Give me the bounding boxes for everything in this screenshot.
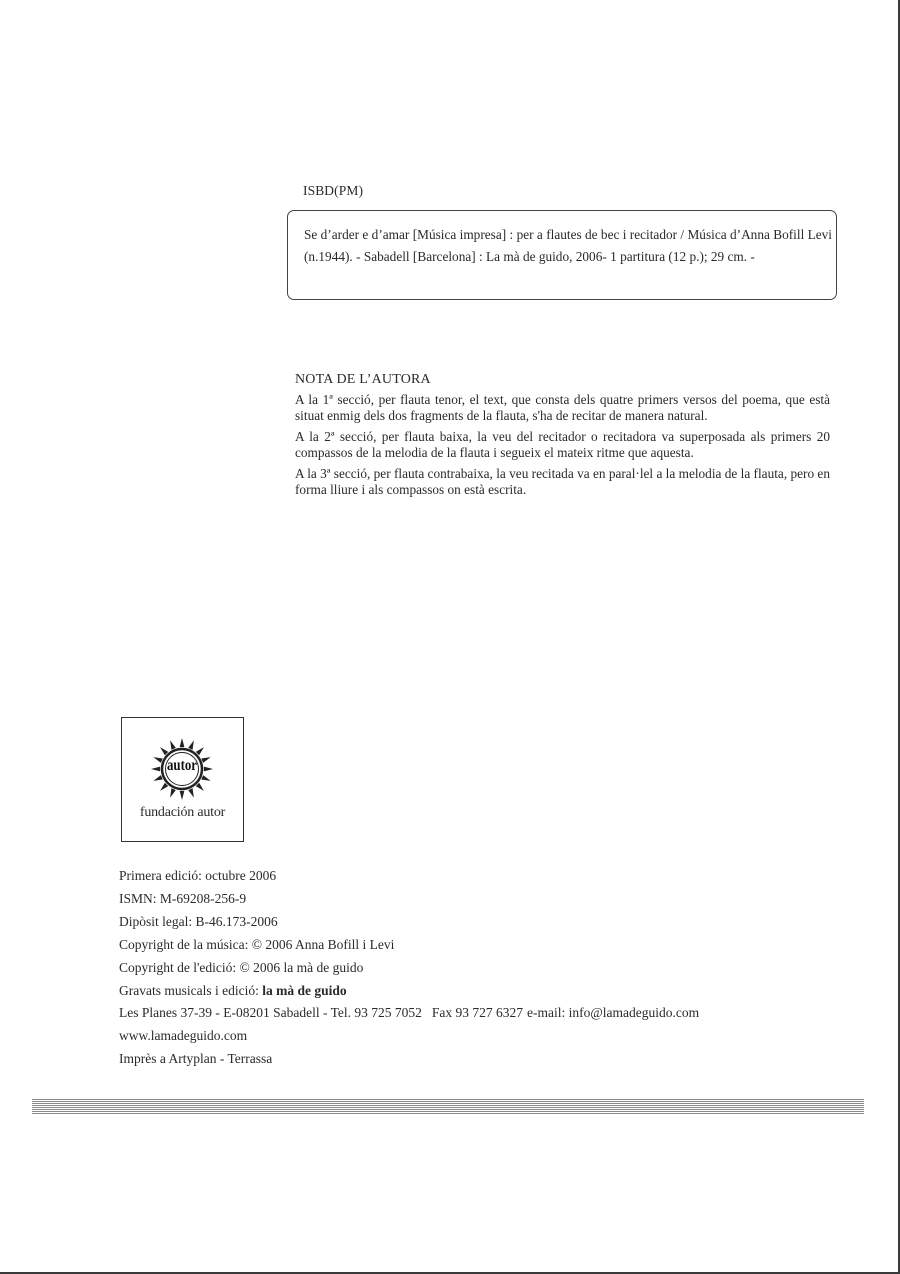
edition-line: Primera edició: octubre 2006: [119, 868, 277, 883]
engraving-line: [119, 980, 879, 1003]
edition-copyright-line: Copyright de l'edició: © 2006 la mà de guido: [119, 959, 364, 975]
printer-line: Imprès a Artyplan - Terrassa: [119, 1051, 273, 1067]
author-note-title: NOTA DE L’AUTORA: [295, 372, 431, 387]
engraving-value: la mà de guido: [262, 982, 347, 998]
footer-rule: [32, 1099, 864, 1115]
logo-caption: fundación autor: [139, 805, 226, 820]
logo-mark-text: autor: [167, 757, 197, 774]
contact-line: [119, 1002, 879, 1025]
author-note-paragraph-3: A la 3ª secció, per flauta contrabaixa, la veu recitada va en paral·lel a la melodia de la flauta, pero en forma lliure i als compassos on està escrita.: [295, 466, 830, 497]
author-note-paragraph-2: A la 2ª secció, per flauta baixa, la veu del recitador o recitadora va superposada als primers 20 compassos de la melodia de la flauta i segueix el mateix ritme que aquesta.: [295, 429, 830, 460]
isbd-label: ISBD(PM): [303, 183, 364, 198]
fax-text: Fax 93 727 6327: [431, 1005, 524, 1021]
legal-deposit-line: Dipòsit legal: B-46.173-2006: [119, 913, 278, 929]
ismn-line: ISMN: M-69208-256-9: [119, 890, 247, 906]
isbd-record-text: Se d’arder e d’amar [Música impresa] : per a flautes de bec i recitador / Música d’Anna Bofill Levi (n.1944). - Sabadell [Barcelona] : La mà de guido, 2006- 1 partitura (12 p.); 29 cm. -: [304, 227, 832, 264]
website-link[interactable]: www.lamadeguido.com: [119, 1028, 248, 1044]
colophon-credits: [119, 865, 879, 1071]
music-copyright-line: Copyright de la música: © 2006 Anna Bofill i Levi: [119, 936, 395, 952]
engraving-label: Gravats musicals i edició:: [119, 982, 259, 998]
author-note-paragraph-1: A la 1ª secció, per flauta tenor, el text, que consta dels quatre primers versos del poema, que està situat enmig dels dos fragments de la flauta, s'ha de recitar de manera natural.: [295, 392, 830, 423]
email-link[interactable]: info@lamadeguido.com: [568, 1005, 700, 1021]
email-label: e-mail:: [527, 1005, 566, 1021]
isbd-record-box: [287, 210, 837, 300]
address-text: Les Planes 37-39 - E-08201 Sabadell - Tel. 93 725 7052: [119, 1005, 422, 1021]
sun-seal-icon: [149, 736, 215, 802]
author-note: [295, 372, 830, 503]
fundacion-autor-logo: [121, 717, 244, 842]
